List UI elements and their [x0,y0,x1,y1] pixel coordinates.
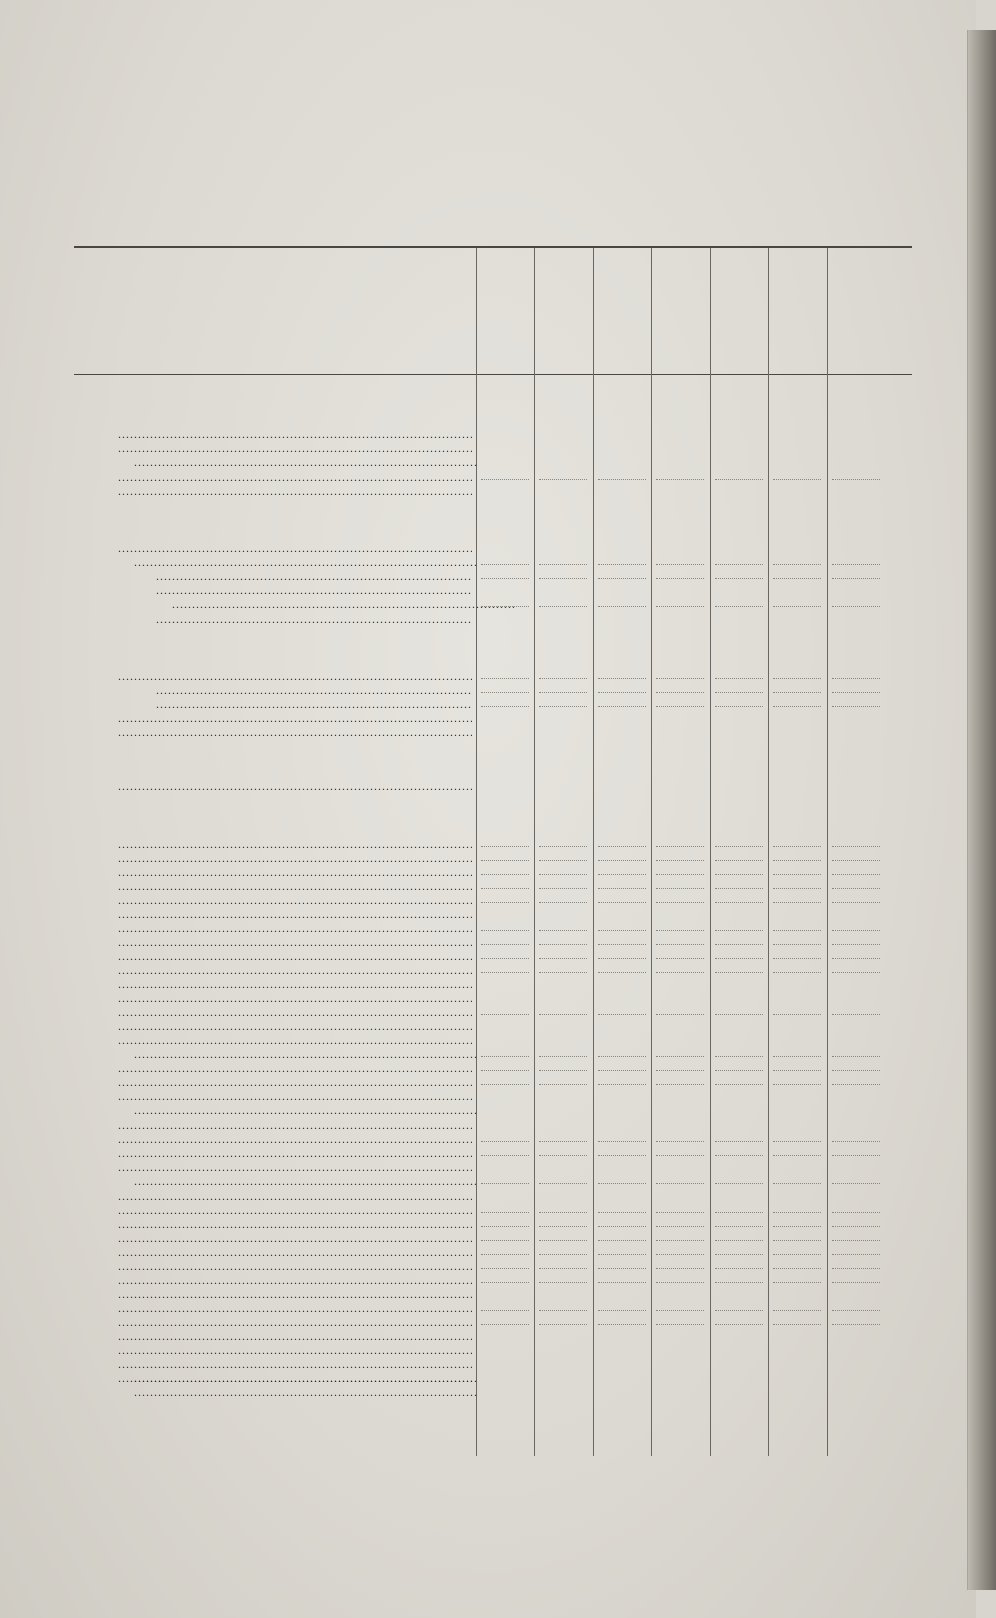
row-label [118,712,472,725]
table-row [74,1090,476,1103]
row-label [118,880,472,893]
table-row [74,1190,476,1203]
column-header [652,256,710,366]
column-header [594,256,652,366]
row-label [118,1076,472,1089]
table-row [74,964,476,977]
row-values [476,726,912,739]
column-header [769,256,827,366]
table-row [74,1260,476,1273]
row-label-continuation [172,598,514,611]
table-row [74,992,476,1005]
row-label [118,1190,472,1203]
row-values [476,456,912,469]
row-leaders [476,894,912,907]
row-values [476,1119,912,1132]
table-row [74,442,476,455]
table-row [74,1344,476,1357]
table-row [74,471,476,484]
row-leaders [476,684,912,697]
column-header [711,256,769,366]
row-leaders [476,1147,912,1160]
row-leaders [476,1218,912,1231]
row-label [118,1288,472,1301]
row-values [476,992,912,1005]
table-row [74,726,476,739]
row-values [476,1288,912,1301]
table-row [74,936,476,949]
row-label [118,1161,472,1174]
table-row [74,922,476,935]
row-leaders [476,556,912,569]
row-leaders [476,950,912,963]
table-row [74,584,476,597]
row-label [156,698,472,711]
row-leaders [476,598,912,611]
table-row [74,1147,476,1160]
row-leaders [476,964,912,977]
table-row [74,1316,476,1329]
table-row [74,1232,476,1245]
table-row [74,542,476,555]
row-values [476,1020,912,1033]
row-leaders [476,1048,912,1061]
row-leaders [476,838,912,851]
table-row [74,1006,476,1019]
row-leaders [476,922,912,935]
table-row [74,866,476,879]
row-label [118,838,472,851]
row-label [118,950,472,963]
row-label-continuation [134,1175,476,1188]
table-row [74,1119,476,1132]
row-leaders [476,698,912,711]
row-label [118,1020,472,1033]
row-leaders [476,670,912,683]
row-label [118,1204,472,1217]
row-leaders [476,1316,912,1329]
row-leaders [476,1260,912,1273]
row-label-continuation [134,1104,476,1117]
row-label [118,908,472,921]
row-label [118,1344,472,1357]
row-label [118,1358,472,1371]
row-label [118,1062,472,1075]
row-values [476,1372,912,1385]
row-label-continuation [134,1386,476,1399]
table-row [74,1274,476,1287]
table-row [74,908,476,921]
table-row [74,1372,476,1385]
row-label [156,613,472,626]
row-label [156,584,472,597]
table-row [74,1034,476,1047]
row-label [118,978,472,991]
row-label [118,992,472,1005]
row-label [156,570,472,583]
row-label [118,1006,472,1019]
row-label-continuation [134,456,476,469]
table-row [74,698,476,711]
row-values [476,485,912,498]
table-row [74,1218,476,1231]
row-leaders [476,1006,912,1019]
row-leaders [476,1246,912,1259]
row-label [118,442,472,455]
row-leaders [476,880,912,893]
row-label [118,1218,472,1231]
row-label [118,1246,472,1259]
row-label [118,428,472,441]
row-leaders [476,1062,912,1075]
table-row [74,780,476,793]
row-leaders [476,1133,912,1146]
table-row [74,880,476,893]
row-leaders [476,866,912,879]
table-row [74,1161,476,1174]
row-label [118,542,472,555]
column-header [828,256,886,366]
row-label-continuation [134,556,476,569]
row-leaders [476,1232,912,1245]
table-row [74,950,476,963]
row-leaders [476,936,912,949]
table-row [74,485,476,498]
table-row [74,1246,476,1259]
header-rule [74,374,912,375]
table-row [74,428,476,441]
row-label [118,471,472,484]
row-label [118,1274,472,1287]
table-row [74,670,476,683]
table-row [74,684,476,697]
row-label [118,922,472,935]
table-row [74,838,476,851]
row-values [476,428,912,441]
row-leaders [476,852,912,865]
table-row [74,1204,476,1217]
row-label [118,936,472,949]
row-label [118,1330,472,1343]
row-label [118,1090,472,1103]
row-label [156,684,472,697]
table-row [74,1358,476,1371]
row-label [118,1232,472,1245]
row-values [476,1344,912,1357]
row-label [118,894,472,907]
row-label [118,1372,472,1385]
table-row [74,894,476,907]
row-label [118,1133,472,1146]
row-leaders [476,1076,912,1089]
book-edge [967,30,996,1590]
row-label [118,1260,472,1273]
row-values [476,1190,912,1203]
table-row [74,712,476,725]
row-leaders [476,1175,912,1188]
row-leaders [476,1204,912,1217]
table-row [74,1020,476,1033]
row-label [118,1119,472,1132]
row-label [118,726,472,739]
row-label [118,964,472,977]
table-row [74,852,476,865]
row-label [118,1316,472,1329]
row-values [476,613,912,626]
row-label [118,1302,472,1315]
row-label [118,1147,472,1160]
table-row [74,1133,476,1146]
row-leaders [476,570,912,583]
row-label [118,852,472,865]
table-row [74,1288,476,1301]
row-leaders [476,471,912,484]
row-label [118,780,472,793]
row-values [476,978,912,991]
table-row [74,613,476,626]
table-row [74,1302,476,1315]
table-row [74,570,476,583]
row-values [476,712,912,725]
row-values [476,1330,912,1343]
row-leaders [476,1302,912,1315]
table-row [74,1076,476,1089]
row-values [476,908,912,921]
column-header [535,256,593,366]
column-header [477,256,535,366]
row-label-continuation [134,1048,476,1061]
row-label [118,1034,472,1047]
row-label [118,485,472,498]
row-label [118,866,472,879]
row-label [118,670,472,683]
row-leaders [476,1274,912,1287]
row-values [476,780,912,793]
row-values [476,1104,912,1117]
report-table [74,246,912,1456]
table-row [74,1062,476,1075]
table-row [74,1330,476,1343]
table-row [74,978,476,991]
table-top-rule [74,246,912,248]
